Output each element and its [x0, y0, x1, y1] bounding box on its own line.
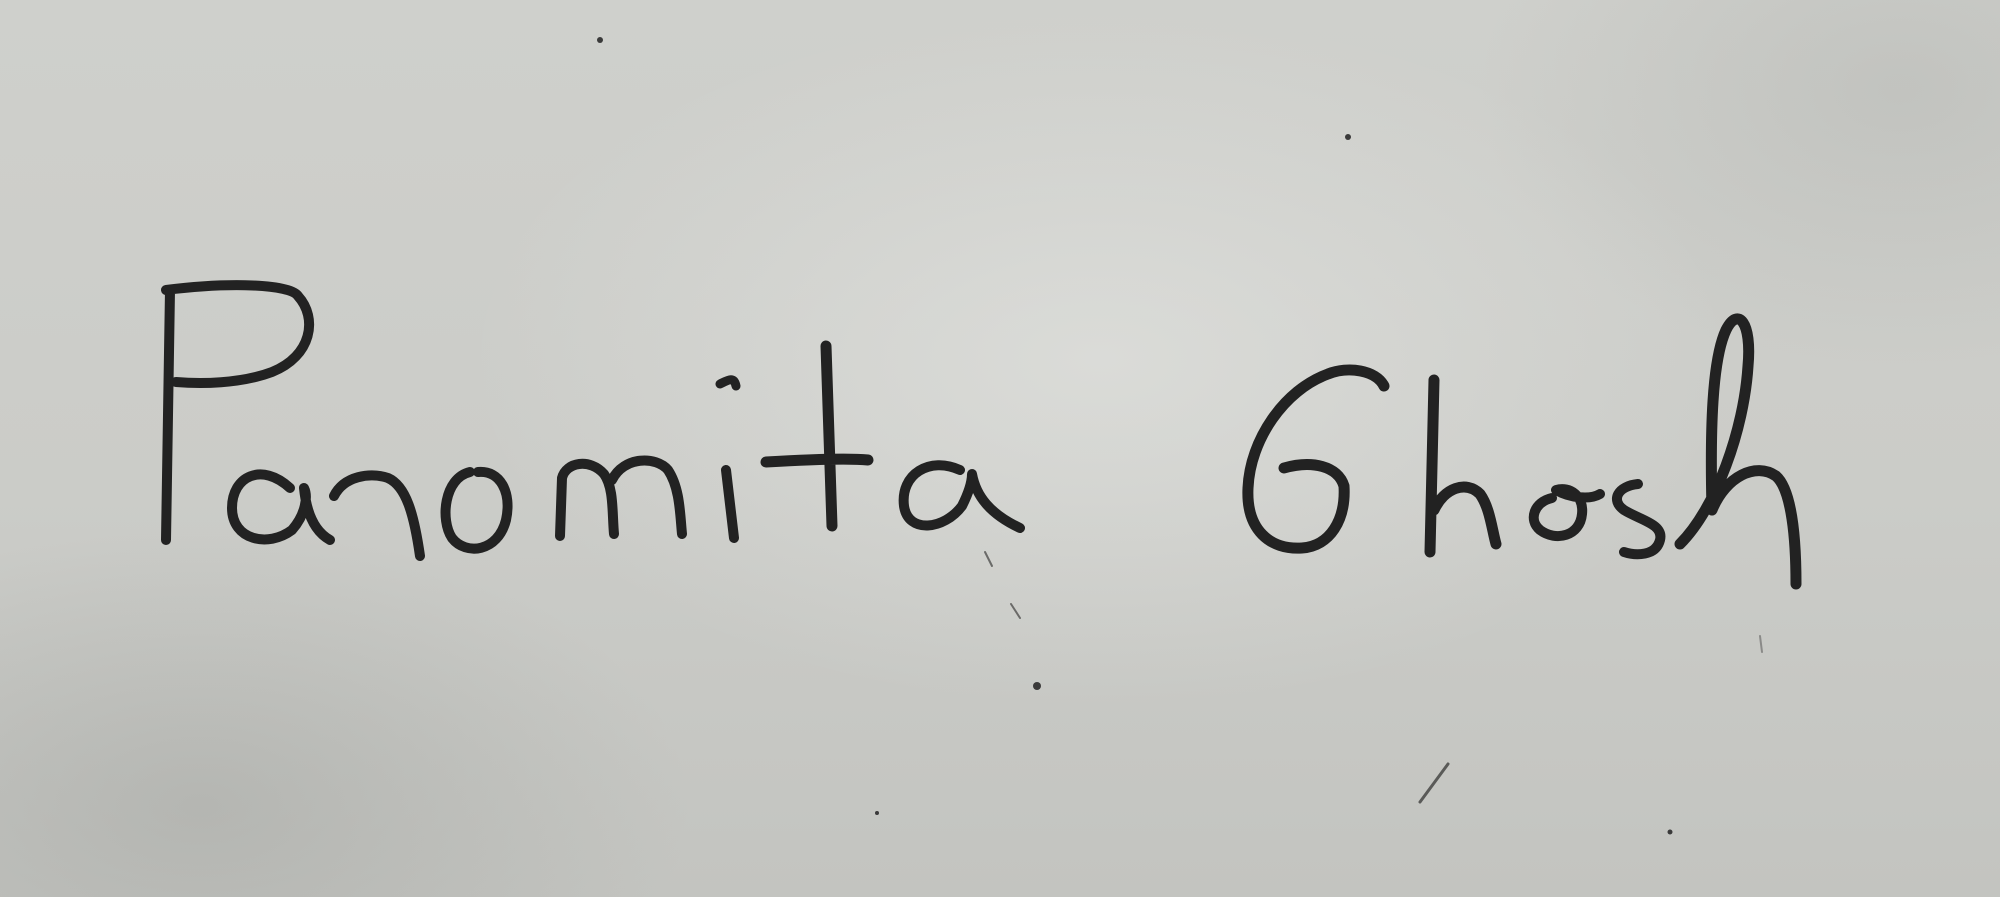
- letter-t: [766, 346, 868, 526]
- paper-specks: [597, 37, 1762, 835]
- letter-m: [560, 461, 682, 536]
- letter-h-2: [1680, 319, 1796, 584]
- letter-P: [166, 285, 309, 540]
- letter-o-2: [1534, 489, 1600, 536]
- letter-i: [726, 470, 734, 538]
- signature-strokes: [166, 285, 1796, 584]
- letter-a-1: [232, 474, 330, 540]
- letter-r: [334, 475, 420, 556]
- letter-G: [1248, 370, 1384, 548]
- letter-o: [446, 472, 508, 549]
- letter-a-2: [904, 465, 1020, 528]
- letter-s: [1617, 484, 1660, 554]
- letter-i-dot: [720, 380, 736, 386]
- letter-h-1: [1430, 380, 1496, 552]
